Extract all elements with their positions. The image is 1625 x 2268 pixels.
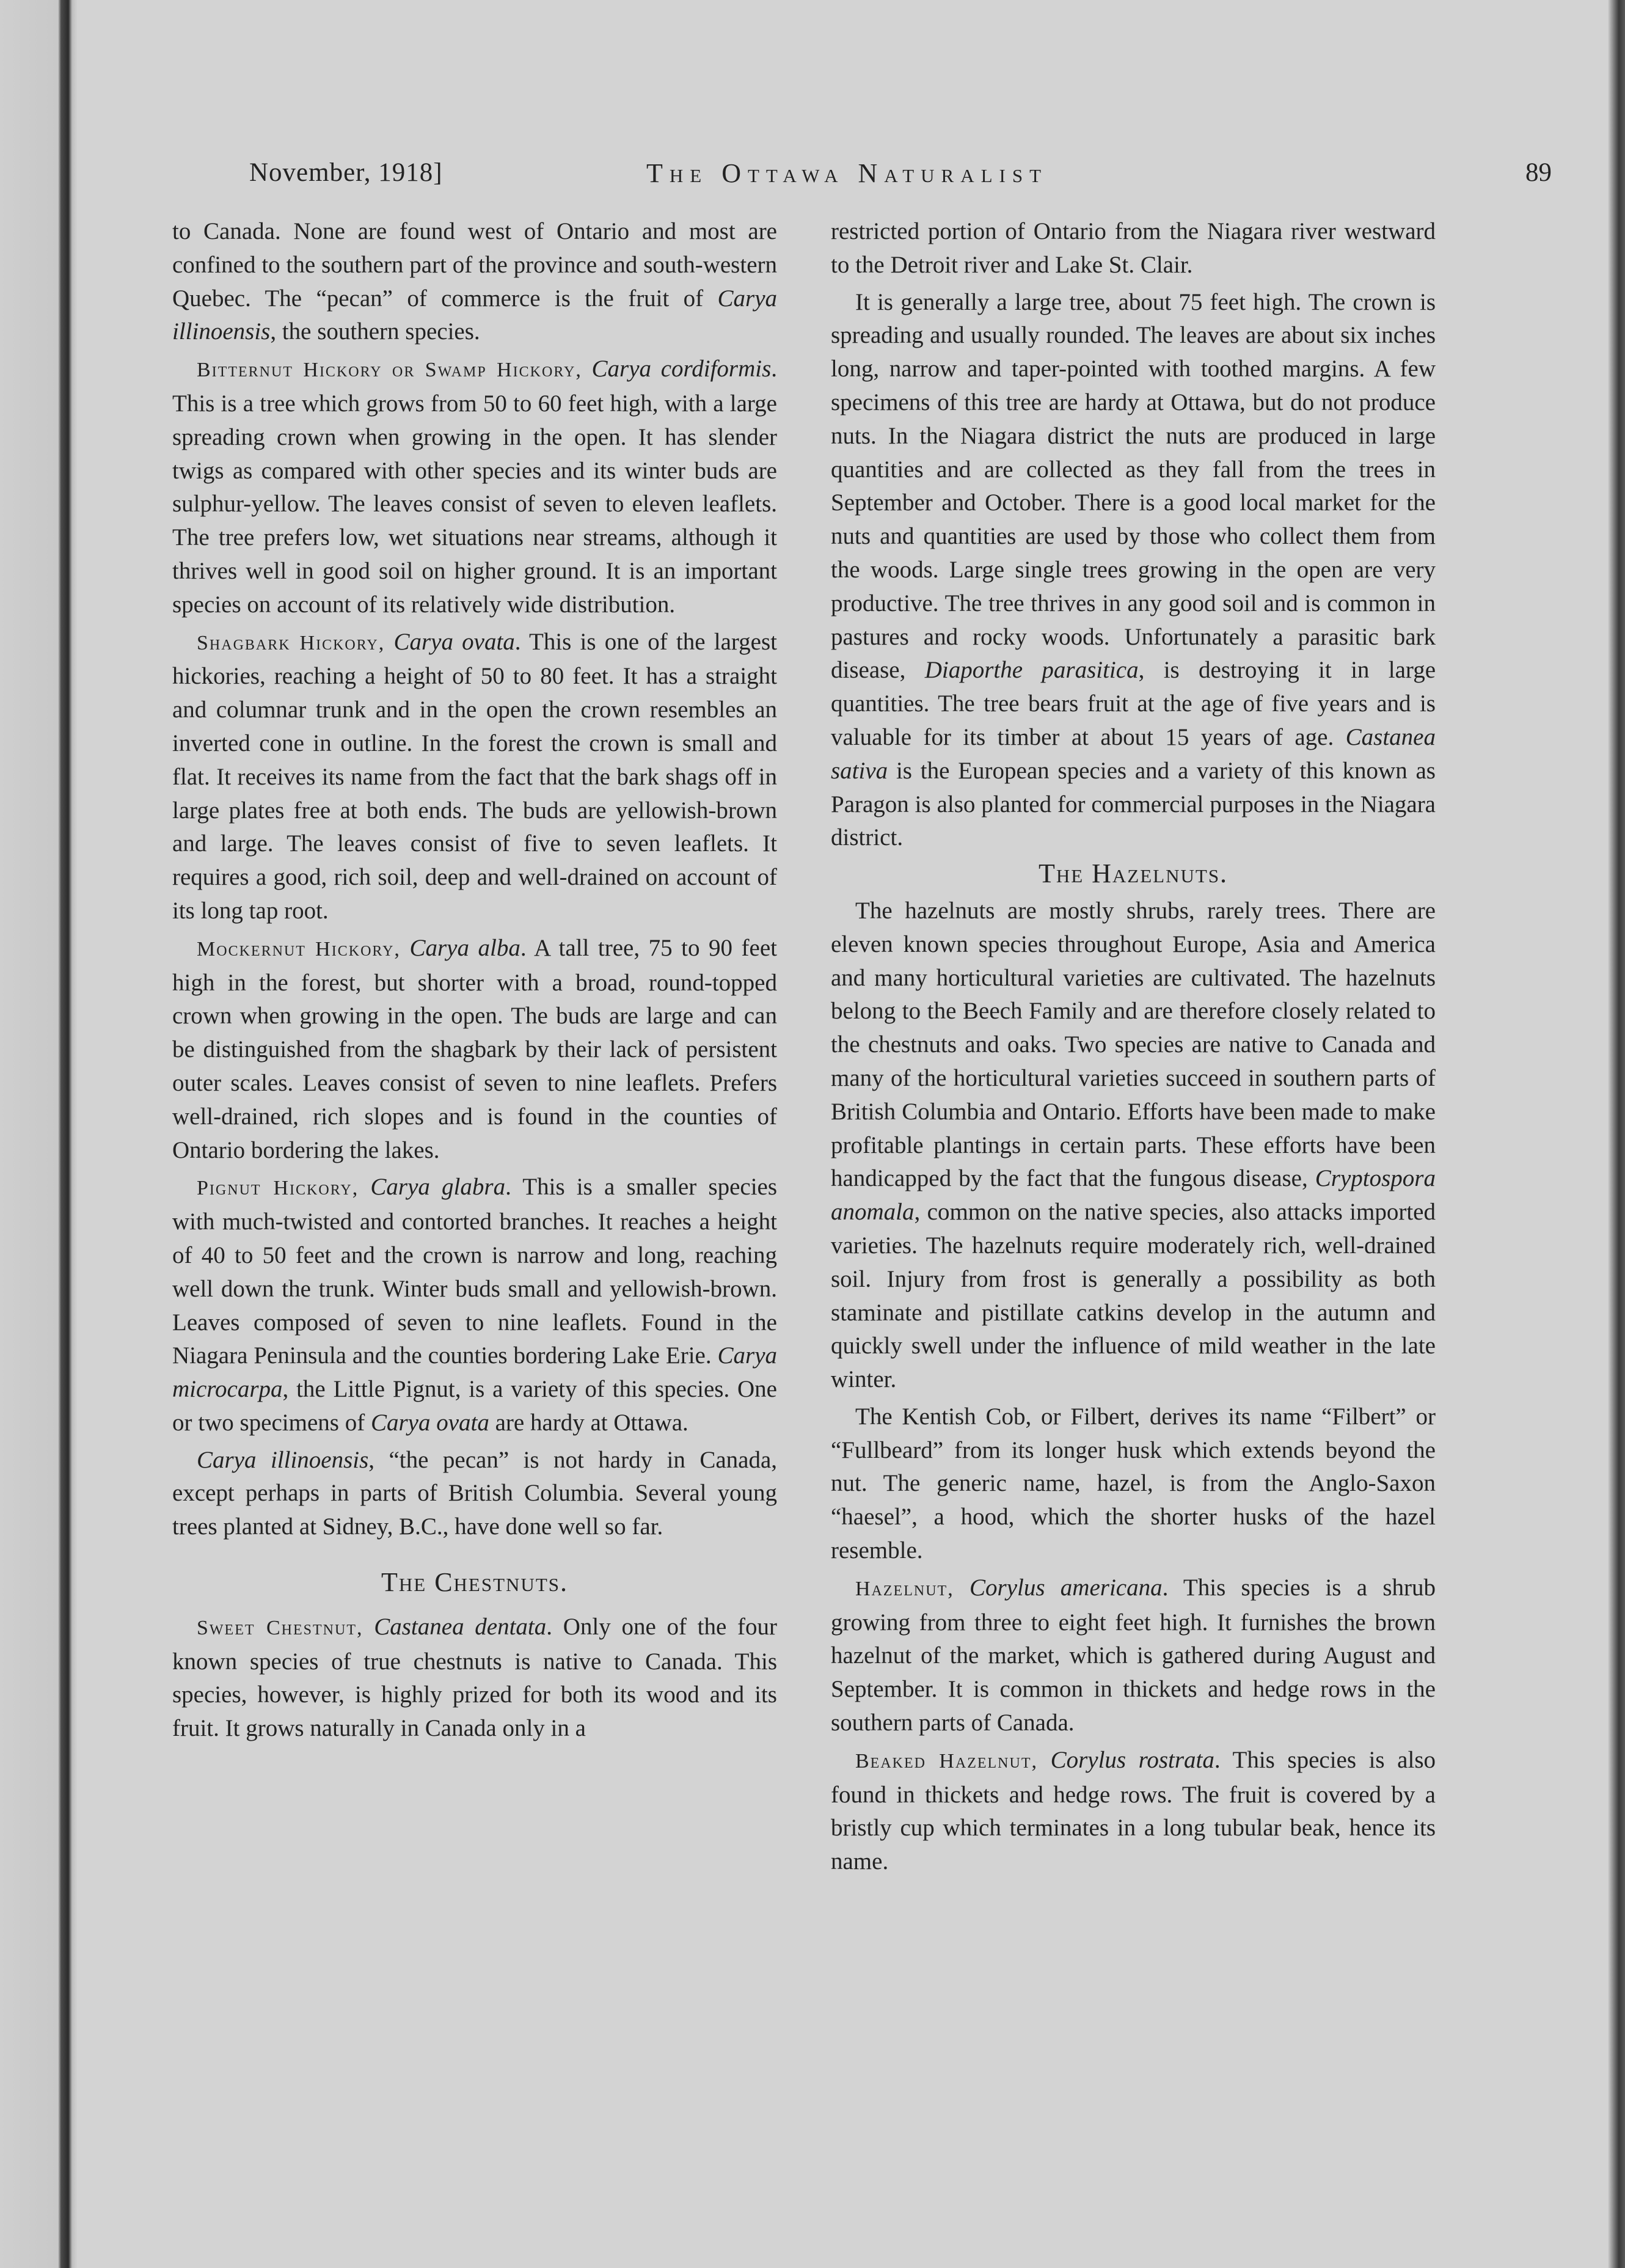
paragraph-chestnut-continued: restricted portion of Ontario from the Niagara river westward to the Detroit river and Lake St. Clair. [831, 218, 1436, 278]
paragraph-kentish-cob: The Kentish Cob, or Filbert, derives its name “Filbert” or “Fullbeard” from its longer husk which extends beyond the nut. The generic name, hazel, is from the Anglo-Saxon “haesel”, a hood, which the shorter husks of the hazel resemble. [831, 1403, 1436, 1564]
species-common-name: Hazelnut, [855, 1577, 954, 1600]
species-common-name: Bitternut Hickory or Swamp Hickory, [197, 359, 582, 382]
running-header [249, 158, 1552, 200]
species-common-name: Mockernut Hickory, [197, 937, 401, 960]
section-heading-chestnuts: The Chestnuts. [381, 1567, 568, 1598]
header-date: November, 1918] [249, 158, 443, 187]
species-latin-name: Castanea dentata [374, 1613, 547, 1640]
species-latin-name: Corylus americana [970, 1574, 1163, 1601]
entry-pecan: Carya illinoensis, “the pecan” is not hardy in Canada, except perhaps in parts of British Columbia. Several young trees planted at Sidney, B.C., have done well so far. [172, 1446, 778, 1540]
entry-hazelnut: Hazelnut, Corylus americana. This species is a shrub growing from three to eight feet high. It furnishes the brown hazelnut of the market, which is gathered during August and September. It is common in thickets and hedge rows in the southern parts of Canada. [831, 1574, 1436, 1736]
journal-title: The Ottawa Naturalist [646, 158, 1048, 188]
right-column [831, 215, 1436, 1879]
paragraph-hazelnuts-intro: The hazelnuts are mostly shrubs, rarely trees. There are eleven known species throughout Europe, Asia and America and many horticultural varieties are cultivated. The hazelnuts belong to the Beech Family and are therefore closely related to the chestnuts and oaks. Two species are native to Canada and many of the horticultural varieties succeed in southern parts of British Columbia and Ontario. Efforts have been made to make profitable plantings in certain parts. These efforts have been handicapped by the fact that the fungous disease, Cryptospora anomala, common on the native species, also attacks imported varieties. The hazelnuts require moderately rich, well-drained soil. Injury from frost is generally a possibility as both staminate and pistillate catkins develop in the autumn and quickly swell under the influence of mild weather in the late winter. [831, 897, 1436, 1393]
entry-beaked-hazelnut: Beaked Hazelnut, Corylus rostrata. This species is also found in thickets and hedge rows. The fruit is covered by a bristly cup which terminates in a long tubular beak, hence its name. [831, 1746, 1436, 1875]
entry-shagbark-hickory: Shagbark Hickory, Carya ovata. This is one of the largest hickories, reaching a height of 50 to 80 feet. It has a straight and columnar trunk and in the open the crown resembles an inverted cone in outline. In the forest the crown is small and flat. It receives its name from the fact that the bark shags off in large plates free at both ends. The buds are yellowish-brown and large. The leaves consist of five to seven leaflets. It requires a good, rich soil, deep and well-drained on account of its long tap root. [172, 628, 777, 924]
book-spine-shadow [0, 0, 76, 2268]
species-latin-name: Carya glabra [370, 1174, 506, 1201]
section-heading-hazelnuts: The Hazelnuts. [1038, 858, 1229, 889]
paragraph-chestnut-description: It is generally a large tree, about 75 feet high. The crown is spreading and usually rounded. The leaves are about six inches long, narrow and taper-pointed with toothed margins. A few specimens of this tree are hardy at Ottawa, but do not produce nuts. In the Niagara district the nuts are produced in large quantities and are collected as they fall from the trees in September and October. There is a good local market for the nuts and quantities are used by those who collect them from the woods. Large single trees growing in the open are very productive. The tree thrives in any good soil and is common in pastures and rocky woods. Unfortunately a parasitic bark disease, Diaporthe parasitica, is destroying it in large quantities. The tree bears fruit at the age of five years and is valuable for its timber at about 15 years of age. Castanea sativa is the European species and a variety of this known as Paragon is also planted for commercial purposes in the Niagara district. [831, 288, 1436, 851]
page-number: 89 [1525, 158, 1552, 187]
left-column [172, 215, 777, 1746]
species-common-name: Beaked Hazelnut, [855, 1749, 1038, 1772]
species-common-name: Shagbark Hickory, [197, 631, 385, 654]
species-latin-name: Carya alba [409, 934, 520, 961]
entry-bitternut-hickory: Bitternut Hickory or Swamp Hickory, Carya cordiformis. This is a tree which grows from 50 to 60 feet high, with a large spreading crown when growing in the open. It has slender twigs as compared with other species and its winter buds are sulphur-yellow. The leaves consist of seven to eleven leaflets. The tree prefers low, wet situations near streams, although it thrives well in good soil on higher ground. It is an important species on account of its relatively wide distribution. [172, 356, 778, 618]
species-common-name: Sweet Chestnut, [197, 1616, 363, 1639]
species-latin-name: Corylus rostrata [1050, 1746, 1214, 1773]
species-latin-name: Carya ovata [393, 628, 515, 655]
entry-mockernut-hickory: Mockernut Hickory, Carya alba. A tall tree, 75 to 90 feet high in the forest, but shorter with a broad, round-topped crown when growing in the open. The buds are large and can be distinguished from the shagbark by their lack of persistent outer scales. Leaves consist of seven to nine leaflets. Prefers well-drained, rich slopes and is found in the counties of Ontario bordering the lakes. [172, 934, 777, 1163]
entry-pignut-hickory: Pignut Hickory, Carya glabra. This is a smaller species with much-twisted and contorted branches. It reaches a height of 40 to 50 feet and the crown is narrow and long, reaching well down the trunk. Winter buds small and yellowish-brown. Leaves composed of seven to nine leaflets. Found in the Niagara Peninsula and the counties bordering Lake Erie. Carya microcarpa, the Little Pignut, is a variety of this species. One or two specimens of Carya ovata are hardy at Ottawa. [172, 1174, 778, 1436]
species-latin-name: Carya cordiformis [591, 356, 772, 382]
species-common-name: Pignut Hickory, [197, 1177, 359, 1200]
paragraph-intro: to Canada. None are found west of Ontario and most are confined to the southern part of the province and south-western Quebec. The “pecan” of commerce is the fruit of Carya illinoensis, the southern species. [172, 218, 777, 345]
page-edge-shadow [1608, 0, 1625, 2268]
entry-sweet-chestnut: Sweet Chestnut, Castanea dentata. Only one of the four known species of true chestnuts is native to Canada. This species, however, is highly prized for both its wood and its fruit. It grows naturally in Canada only in a [172, 1613, 777, 1742]
